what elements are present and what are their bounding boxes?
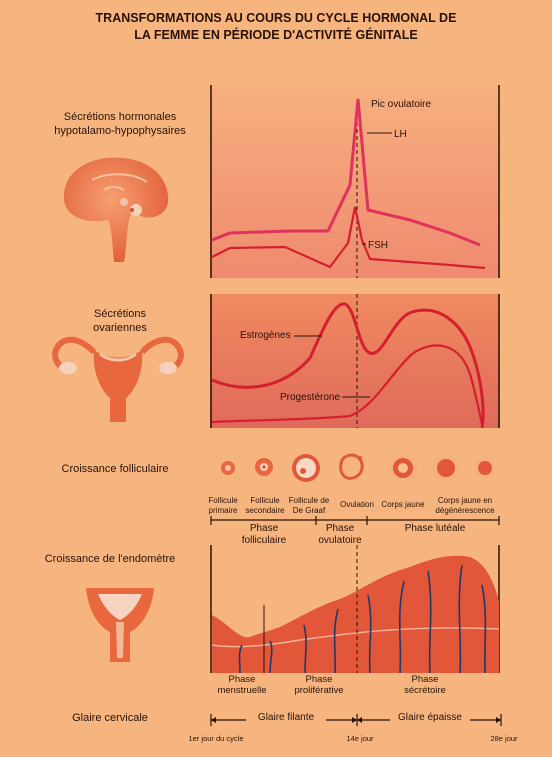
follicle-label-secondary: Follicule secondaire [245, 496, 285, 515]
endometrium-phase-secretory: Phase sécrétoire [404, 674, 446, 696]
follicular-growth-label: Croissance folliculaire [61, 463, 169, 475]
lh-label: LH [394, 129, 407, 140]
mucus-thick-label: Glaire épaisse [390, 712, 470, 723]
endometrium-chart [210, 545, 502, 675]
endometrium-phase-proliferative: Phase proliférative [294, 674, 344, 696]
secondary-follicle-drawing [255, 458, 273, 476]
peak-ovulatory-label: Pic ovulatoire [371, 99, 432, 110]
phase-ovulatory: Phase ovulatoire [318, 523, 362, 546]
graafian-follicle-drawing [292, 454, 320, 482]
endometrium-growth-label: Croissance de l'endomètre [44, 553, 176, 565]
brain-illustration [52, 150, 182, 265]
hormonal-secretions-label: Sécrétions hormonales hypotalamo-hypophysaires [54, 111, 186, 137]
ovarian-chart [210, 294, 502, 430]
fsh-label: FSH [368, 240, 388, 251]
cervical-mucus-label: Glaire cervicale [72, 712, 148, 724]
endometrium-layer [212, 556, 499, 673]
degenerating-corpus-luteum-drawing [433, 455, 496, 481]
follicle-label-primary: Follicule primaire [208, 496, 238, 515]
phase-luteal: Phase lutéale [404, 523, 466, 534]
follicle-label-corpus-luteum: Corps jaune [381, 500, 425, 509]
phase-follicular: Phase folliculaire [241, 523, 287, 546]
page-title-line-2: LA FEMME EN PÉRIODE D'ACTIVITÉ GÉNITALE [134, 28, 418, 42]
progesterone-label: Progestérone [280, 392, 341, 403]
uterus-ovaries-illustration [48, 330, 188, 430]
endometrium-phase-menstrual: Phase menstruelle [217, 674, 267, 696]
ovulation-drawing [341, 455, 363, 478]
follicle-label-ovulation: Ovulation [340, 500, 374, 509]
page-title-line-1: TRANSFORMATIONS AU COURS DU CYCLE HORMONAL DE [95, 11, 457, 25]
estrogen-label: Estrogènes [240, 330, 291, 341]
day-14-label: 14e jour [346, 734, 374, 743]
follicle-label-degenerating: Corps jaune en dégénérescence [435, 496, 495, 515]
day-28-label: 28e jour [490, 734, 518, 743]
corpus-luteum-drawing [389, 454, 417, 482]
endometrium-uterus-illustration [80, 580, 160, 670]
ovarian-chart-background [210, 294, 500, 428]
ovarian-secretions-label: Sécrétions ovariennes [93, 308, 147, 334]
day-1-label: 1er jour du cycle [188, 734, 244, 743]
primary-follicle-drawing [221, 461, 235, 475]
hormone-chart [210, 85, 502, 280]
mucus-thin-label: Glaire filante [246, 712, 326, 723]
follicle-label-graafian: Follicule de De Graaf [288, 496, 330, 515]
follicle-stages-illustration [210, 450, 502, 494]
hormone-chart-background [210, 85, 500, 278]
